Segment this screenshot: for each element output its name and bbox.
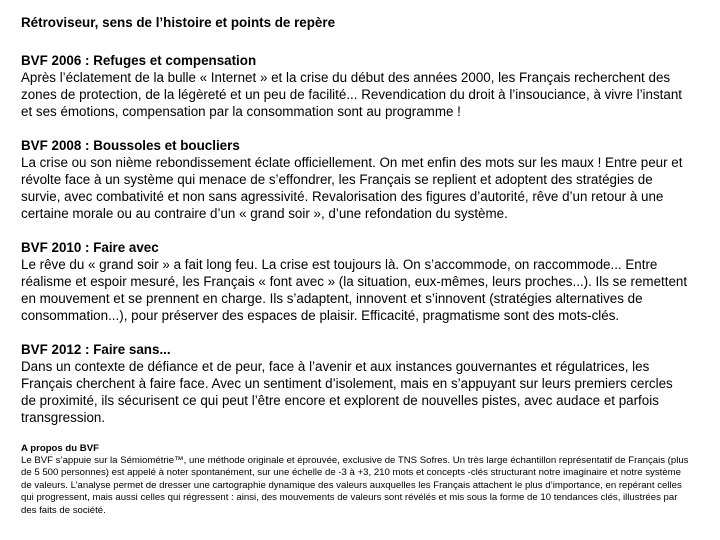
document-page: [21, 14, 691, 517]
section-body: Le rêve du « grand soir » a fait long feu. La crise est toujours là. On s’accommode, on raccommode... Entre réalisme et espoir mesuré, les Français « font avec » (la situation, eux-mêmes, leurs proches...). Ils se remettent en mouvement et se prennent en charge. Ils s’adaptent, innovent et s’innovent (stratégies alternatives de consommation...), pour préserver des espaces de plaisir. Efficacité, pragmatisme sont des mots-clés.: [21, 257, 688, 323]
section-heading: BVF 2006 : Refuges et compensation: [21, 53, 257, 68]
section-body: La crise ou son nième rebondissement éclate officiellement. On met enfin des mots sur les maux ! Entre peur et révolte face à un système qui menace de s’effondrer, les Français se replient et adoptent des stratégies de survie, avec combativité et non sans agressivité. Revalorisation des figures d’autorité, rêve d’un retour à une certaine morale ou au contraire d’un « grand soir », d’une refondation du système.: [21, 155, 683, 221]
section-body: Après l’éclatement de la bulle « Internet » et la crise du début des années 2000, les Français recherchent des zones de protection, de la légèreté et un peu de facilité... Revendication du droit à l’insouciance, à vivre l’instant et ses émotions, compensation par la consommation sont au programme !: [21, 70, 683, 119]
section-bvf-2010: [21, 239, 691, 324]
document-title: Rétroviseur, sens de l’histoire et points de repère: [21, 15, 336, 30]
about-heading: A propos du BVF: [21, 443, 99, 454]
about-section: [21, 443, 691, 517]
section-heading: BVF 2008 : Boussoles et boucliers: [21, 138, 240, 153]
about-body: Le BVF s’appuie sur la Sémiométrie™, une méthode originale et éprouvée, exclusive de TNS Sofres. Un très large échantillon représentatif de Français (plus de 5 500 personnes) est appelé à noter spontanément, sur une échelle de -3 à +3, 210 mots et concepts -clés structurant notre imaginaire et notre système de valeurs. L’analyse permet de dresser une cartographie dynamique des valeurs auxquelles les Français attachent le plus d’importance, en repérant celles qui progressent, mais aussi celles qui régressent : ainsi, des mouvements de valeurs sont révélés et mis sous la forme de 10 tendances clés, illustrées par des faits de société.: [21, 455, 689, 516]
section-bvf-2008: [21, 137, 691, 222]
section-bvf-2006: [21, 52, 691, 120]
section-body: Dans un contexte de défiance et de peur, face à l’avenir et aux instances gouvernantes et régulatrices, les Français cherchent à faire face. Avec un sentiment d’isolement, mais en s’appuyant sur leurs premiers cercles de proximité, ils sécurisent ce qui peut l’être encore et explorent de nouvelles pistes, avec audace et parfois transgression.: [21, 359, 673, 425]
section-bvf-2012: [21, 341, 691, 426]
section-heading: BVF 2012 : Faire sans...: [21, 342, 171, 357]
section-heading: BVF 2010 : Faire avec: [21, 240, 159, 255]
